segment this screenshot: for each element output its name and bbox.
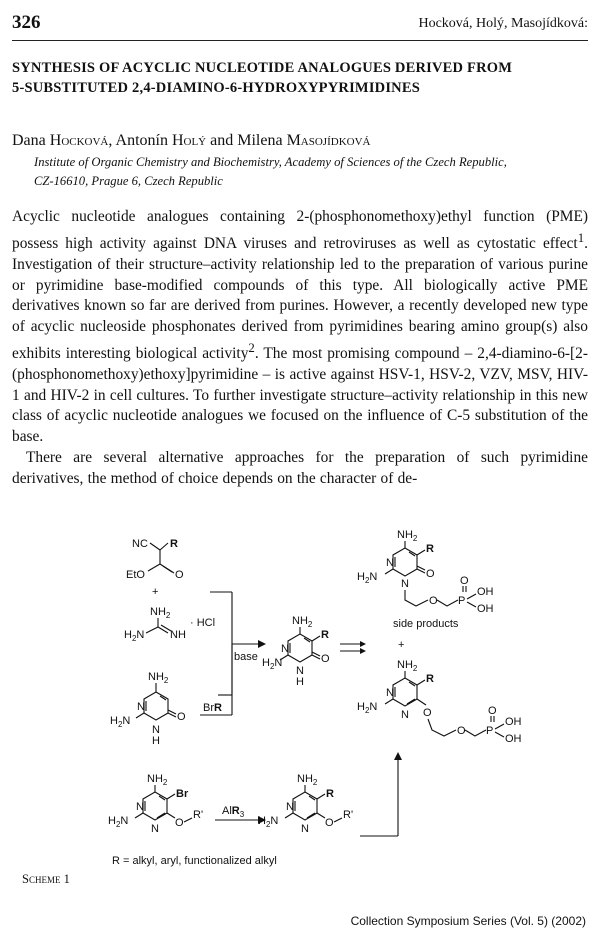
author-1-last: Hocková — [49, 132, 109, 149]
title-line-2: 5-SUBSTITUTED 2,4-DIAMINO-6-HYDROXYPYRIMIDINES — [12, 80, 420, 96]
main-product-structure — [357, 659, 522, 745]
atom-label: $NH_2$ — [297, 773, 318, 787]
atom-label: O — [321, 653, 330, 665]
affiliation-line-2: CZ-16610, Prague 6, Czech Republic — [34, 174, 223, 188]
atom-label: O — [423, 707, 432, 719]
atom-label: N — [286, 801, 294, 813]
scheme-drawing — [0, 520, 600, 900]
atom-label: $NH_2$ — [148, 671, 169, 685]
title-line-1: SYNTHESIS OF ACYCLIC NUCLEOTIDE ANALOGUES DERIVED FROM — [12, 60, 513, 76]
guanidine-structure — [124, 606, 215, 643]
running-head: Hocková, Holý, Masojídková: — [418, 16, 588, 31]
author-2-last: Holý — [171, 132, 207, 149]
plus-sign: + — [152, 586, 159, 598]
atom-label: NH — [170, 629, 186, 641]
atom-label: O — [426, 568, 435, 580]
paragraph-1-text-b: . Investigation of their structure–activity relationship led to the preparation of various purine or pyrimidine base-modified compounds of this type. All biologically active PME derivatives known so far are derived from purines. However, a recently developed new type of acyclic nucleoside phosphonates derived from pyrimidines bearing amino group(s) also exhibits interesting biological activity — [12, 234, 588, 363]
atom-label: O — [175, 817, 184, 829]
atom-label: $H_2N$ — [357, 701, 378, 715]
author-separator: , — [108, 132, 116, 149]
atom-label: R' — [343, 809, 354, 821]
plus-sign: + — [398, 639, 405, 651]
atom-label: O — [429, 595, 438, 607]
cyanoacetate-structure — [126, 538, 184, 581]
running-header — [12, 10, 588, 41]
bromo-pyrimidine-structure — [108, 773, 203, 835]
atom-label: R — [426, 673, 434, 685]
atom-label: H — [152, 735, 160, 747]
paragraph-1 — [12, 207, 588, 448]
paragraph-1-text-a: Acyclic nucleotide analogues containing 2-(phosphonomethoxy)ethyl function (PME) possess high activity against DNA viruses and retroviruses as well as cytostatic effect — [12, 208, 588, 252]
atom-label: OH — [477, 603, 494, 615]
intermediate-structure — [262, 615, 330, 688]
atom-label: OH — [477, 586, 494, 598]
atom-label: R — [321, 629, 329, 641]
author-2-first: Antonín — [115, 132, 172, 149]
atom-label: N — [137, 701, 145, 713]
diaminopyrimidinone-structure — [110, 671, 186, 747]
atom-label: $NH_2$ — [397, 529, 418, 543]
reagent-label-alr3: AlR$_3$ — [222, 805, 245, 819]
atom-label: N — [152, 724, 160, 736]
body-text — [12, 207, 588, 490]
side-products-label: side products — [393, 618, 459, 630]
paragraph-1-text-c: . The most promising compound – 2,4-diamino-6-[2-(phosphonomethoxy)ethoxy]pyrimidine – is active against HSV-1, HSV-2, VZV, MSV, HIV-1 and HIV-2 in cell cultures. To further investigate structure–activity relationship in this new class of acyclic nucleotide analogues we focused on the influence of C-5 substitution of the base. — [12, 345, 588, 446]
atom-label: N — [401, 578, 409, 590]
atom-label: N — [281, 643, 289, 655]
atom-label: $H_2N$ — [258, 815, 279, 829]
paragraph-2: There are several alternative approaches for the preparation of such pyrimidine derivatives, the method of choice depends on the character of de- — [12, 449, 588, 487]
alkylated-pyrimidine-structure — [258, 773, 353, 835]
atom-label: NC — [132, 538, 148, 550]
atom-label: N — [136, 801, 144, 813]
atom-label: R — [170, 538, 178, 550]
atom-label: $NH_2$ — [150, 606, 171, 620]
atom-label: N — [301, 823, 309, 835]
paper-title — [12, 58, 592, 98]
atom-label: R' — [193, 809, 204, 821]
atom-label: $NH_2$ — [292, 615, 313, 629]
atom-label: N — [151, 823, 159, 835]
atom-label: P — [486, 725, 494, 737]
atom-label: EtO — [126, 569, 145, 581]
reagent-label-brr: BrR — [203, 702, 222, 714]
atom-label: $NH_2$ — [397, 659, 418, 673]
author-3-first: Milena — [237, 132, 287, 149]
atom-label: N — [401, 709, 409, 721]
atom-label: N — [386, 687, 394, 699]
reaction-arrows — [200, 592, 405, 836]
author-separator: and — [206, 132, 238, 149]
scheme-label: Scheme — [22, 872, 61, 886]
reference-2: 2 — [248, 340, 255, 355]
atom-label: R — [426, 543, 434, 555]
atom-label: O — [488, 705, 497, 717]
atom-label: $H_2N$ — [124, 629, 145, 643]
author-1-first: Dana — [12, 132, 50, 149]
page-footer: Collection Symposium Series (Vol. 5) (2002) — [350, 914, 586, 928]
atom-label: $NH_2$ — [147, 773, 168, 787]
atom-label: Br — [176, 788, 189, 800]
r-definition: R = alkyl, aryl, functionalized alkyl — [112, 855, 277, 867]
atom-label: $H_2N$ — [357, 571, 378, 585]
atom-label: $H_2N$ — [110, 715, 131, 729]
atom-label: N — [296, 665, 304, 677]
atom-label: O — [460, 575, 469, 587]
side-product-structure — [357, 529, 494, 630]
reagent-label-base: base — [234, 651, 258, 663]
page-number: 326 — [12, 12, 41, 33]
atom-label: OH — [505, 716, 522, 728]
atom-label: $H_2N$ — [262, 657, 283, 671]
affiliation — [34, 153, 579, 191]
scheme-caption — [22, 872, 70, 887]
reference-1: 1 — [577, 230, 585, 245]
atom-label: O — [457, 725, 466, 737]
author-3-last: Masojídková — [286, 132, 371, 149]
author-list — [12, 132, 370, 150]
reaction-scheme — [0, 520, 600, 900]
atom-label: · HCl — [190, 617, 216, 629]
atom-label: OH — [505, 733, 522, 745]
affiliation-line-1: Institute of Organic Chemistry and Biochemistry, Academy of Sciences of the Czech Republic, — [34, 155, 507, 169]
scheme-number: 1 — [60, 872, 70, 886]
atom-label: $H_2N$ — [108, 815, 129, 829]
atom-label: O — [175, 569, 184, 581]
atom-label: O — [177, 711, 186, 723]
atom-label: R — [326, 788, 334, 800]
atom-label: H — [296, 676, 304, 688]
atom-label: O — [325, 817, 334, 829]
atom-label: P — [458, 595, 466, 607]
atom-label: N — [386, 557, 394, 569]
